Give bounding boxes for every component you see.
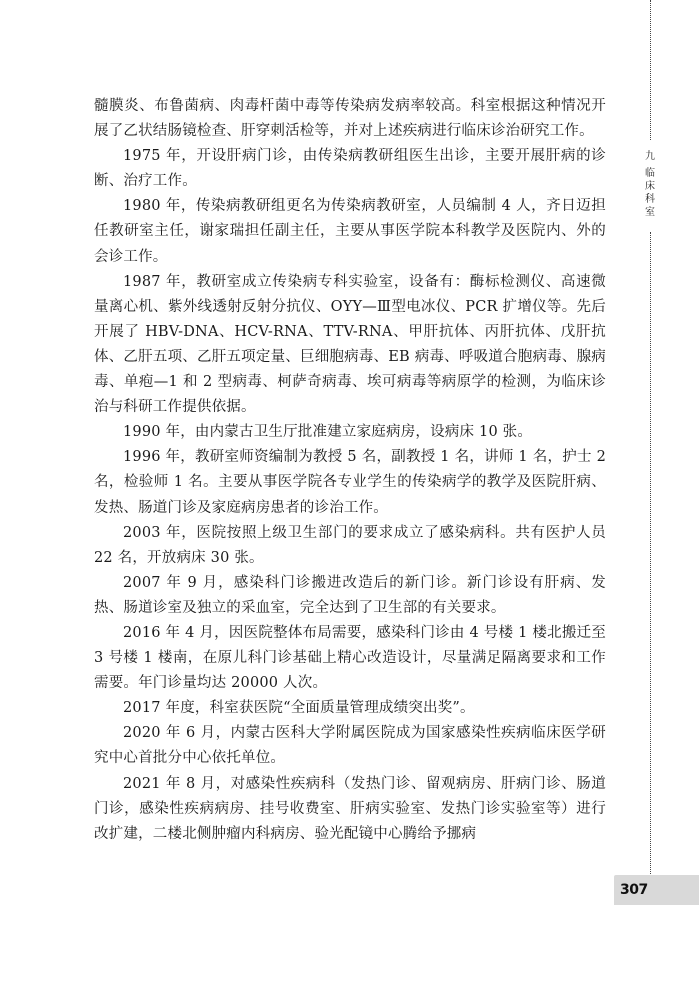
paragraph: 2003 年，医院按照上级卫生部门的要求成立了感染病科。共有医护人员 22 名，开放病床 30 张。 [94,524,606,566]
paragraph: 1996 年，教研室师资编制为教授 5 名，副教授 1 名，讲师 1 名，护士 2 名，检验师 1 名。主要从事医学院各专业学生的传染病学的教学及医院肝病、发热、肠道门诊及家庭病房患者的诊治工作。 [94,449,606,516]
paragraph: 2016 年 4 月，因医院整体布局需要，感染科门诊由 4 号楼 1 楼北搬迁至 3 号楼 1 楼南，在原儿科门诊基础上精心改造设计，尽量满足隔离要求和工作需要。年门诊量均达 20000 人次。 [94,624,606,692]
side-dotted-rule [650,0,651,140]
body-text [94,94,606,847]
paragraph: 1987 年，教研室成立传染病专科实验室，设备有：酶标检测仪、高速微量离心机、紫外线透射反射分抗仪、OYY—Ⅲ型电冰仪、PCR 扩增仪等。先后开展了 HBV-DNA、HCV-RNA、TTV-RNA、甲肝抗体、丙肝抗体、戊肝抗体、乙肝五项、乙肝五项定量、巨细胞病毒、EB 病毒、呼吸道合胞病毒、腺病毒、单疱—1 和 2 型病毒、柯萨奇病毒、埃可病毒等病原学的检测，为临床诊治与科研工作提供依据。 [94,273,606,416]
chapter-title: 临 床 科 室 [645,168,655,218]
paragraph: 髓膜炎、布鲁菌病、肉毒杆菌中毒等传染病发病率较高。科室根据这种情况开展了乙状结肠镜检查、肝穿刺活检等，并对上述疾病进行临床诊治研究工作。 [94,98,606,140]
paragraph: 2020 年 6 月，内蒙古医科大学附属医院成为国家感染性疾病临床医学研究中心首批分中心依托单位。 [94,725,606,767]
paragraph: 2007 年 9 月，感染科门诊搬进改造后的新门诊。新门诊设有肝病、发热、肠道诊室及独立的采血室，完全达到了卫生部的有关要求。 [94,574,606,616]
chapter-side-label [642,150,658,219]
chapter-number: 九 [645,151,655,162]
side-dotted-rule-lower [650,232,651,880]
page-number: 307 [620,882,648,898]
paragraph: 1980 年，传染病教研组更名为传染病教研室，人员编制 4 人，齐日迈担任教研室主任，谢家瑞担任副主任，主要从事医学院本科教学及医院内、外的会诊工作。 [94,198,606,265]
paragraph: 2021 年 8 月，对感染性疾病科（发热门诊、留观病房、肝病门诊、肠道门诊，感染性疾病病房、挂号收费室、肝病实验室、发热门诊实验室等）进行改扩建，二楼北侧肿瘤内科病房、验光配镜中心腾给予挪病 [94,775,606,842]
paragraph: 1975 年，开设肝病门诊，由传染病教研组医生出诊，主要开展肝病的诊断、治疗工作。 [94,148,606,190]
paragraph: 1990 年，由内蒙古卫生厅批准建立家庭病房，设病床 10 张。 [123,424,533,441]
paragraph: 2017 年度，科室获医院“全面质量管理成绩突出奖”。 [123,700,475,717]
